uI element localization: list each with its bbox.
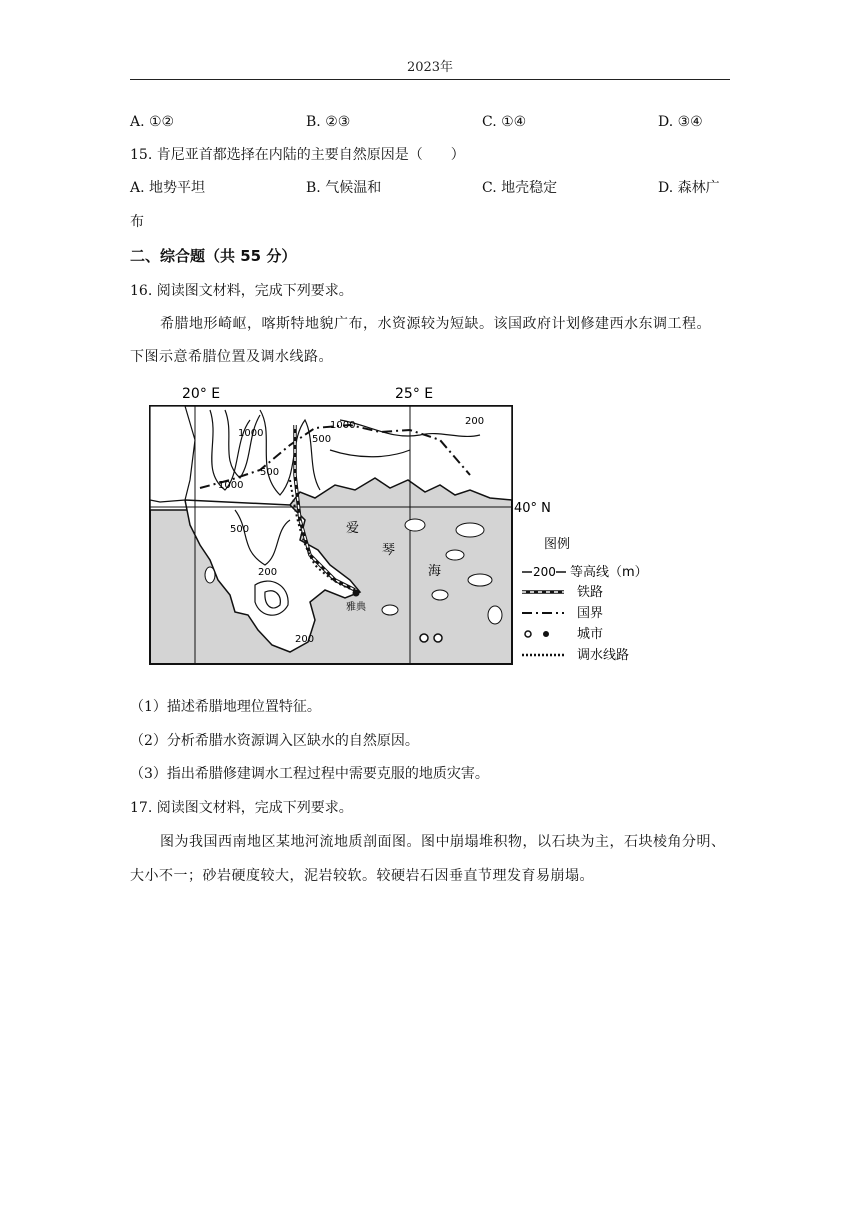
legend-railway — [522, 584, 603, 600]
lon-label-20e: 20° E — [182, 386, 221, 402]
q14-option-b[interactable]: B. ②③ — [306, 114, 351, 130]
island — [420, 634, 428, 642]
island — [432, 590, 448, 600]
contour-label: 1000 — [238, 428, 264, 439]
sea-label-char: 琴 — [382, 543, 396, 558]
island — [382, 605, 398, 615]
q15-option-b[interactable]: B. 气候温和 — [306, 180, 382, 196]
contour-label: 500 — [260, 467, 280, 478]
land-west — [150, 406, 195, 502]
header-divider — [130, 79, 730, 80]
legend-border — [522, 606, 603, 621]
q16-stem: 16. 阅读图文材料，完成下列要求。 — [130, 283, 353, 299]
q15-option-a[interactable]: A. 地势平坦 — [130, 180, 206, 196]
island — [405, 519, 425, 531]
legend-railway-label: 铁路 — [577, 585, 604, 600]
legend-border-label: 国界 — [577, 606, 604, 621]
greece-map — [140, 380, 660, 670]
island — [488, 606, 502, 624]
contour-label: 200 — [295, 634, 315, 645]
legend-contour-label: 等高线（m） — [570, 565, 648, 580]
q15-option-d-wrap: 布 — [130, 214, 144, 230]
q16-sub3: （3）指出希腊修建调水工程过程中需要克服的地质灾害。 — [130, 766, 489, 782]
city-athens-marker — [353, 590, 360, 597]
lon-label-25e: 25° E — [395, 386, 434, 402]
legend-title: 图例 — [544, 537, 571, 552]
legend-water-route — [522, 647, 629, 663]
legend-city — [525, 627, 603, 642]
legend-contour — [522, 564, 648, 580]
sea-label-char: 爱 — [346, 521, 360, 536]
island — [456, 523, 484, 537]
legend-water-route-label: 调水线路 — [577, 648, 630, 663]
contour-label: 200 — [258, 567, 278, 578]
island — [205, 567, 215, 583]
contour-label: 1000 — [218, 480, 244, 491]
q17-material-line1: 图为我国西南地区某地河流地质剖面图。图中崩塌堆积物，以石块为主，石块棱角分明、 — [160, 834, 726, 850]
page-header-year: 2023年 — [406, 60, 454, 75]
q16-material-line1: 希腊地形崎岖，喀斯特地貌广布，水资源较为短缺。该国政府计划修建西水东调工程。 — [160, 316, 711, 332]
q16-sub1: （1）描述希腊地理位置特征。 — [130, 699, 321, 715]
q16-sub2: （2）分析希腊水资源调入区缺水的自然原因。 — [130, 733, 419, 749]
svg-text:200: 200 — [533, 565, 556, 579]
q14-option-d[interactable]: D. ③④ — [658, 114, 703, 130]
contour-label: 200 — [465, 416, 485, 427]
contour-label: 500 — [230, 524, 250, 535]
section-title: 二、综合题（共 55 分） — [130, 247, 297, 265]
q14-option-c[interactable]: C. ①④ — [482, 114, 527, 130]
contour-label: 1000 — [330, 420, 356, 431]
island — [434, 634, 442, 642]
contour-label: 500 — [312, 434, 332, 445]
legend-city-label: 城市 — [577, 627, 604, 642]
sea-label-char: 海 — [428, 564, 442, 579]
q17-material-line2: 大小不一；砂岩硬度较大，泥岩较软。较硬岩石因垂直节理发育易崩塌。 — [130, 868, 594, 884]
q15-option-d[interactable]: D. 森林广 — [658, 180, 720, 196]
q15-option-c[interactable]: C. 地壳稳定 — [482, 180, 558, 196]
q14-option-a[interactable]: A. ①② — [130, 114, 175, 130]
island — [468, 574, 492, 586]
q17-stem: 17. 阅读图文材料，完成下列要求。 — [130, 800, 353, 816]
island — [446, 550, 464, 560]
city-athens-label: 雅典 — [346, 602, 366, 613]
q15-stem: 15. 肯尼亚首都选择在内陆的主要自然原因是（ ） — [130, 147, 465, 163]
lat-label-40n: 40° N — [514, 501, 551, 516]
q16-material-line2: 下图示意希腊位置及调水线路。 — [130, 349, 333, 365]
